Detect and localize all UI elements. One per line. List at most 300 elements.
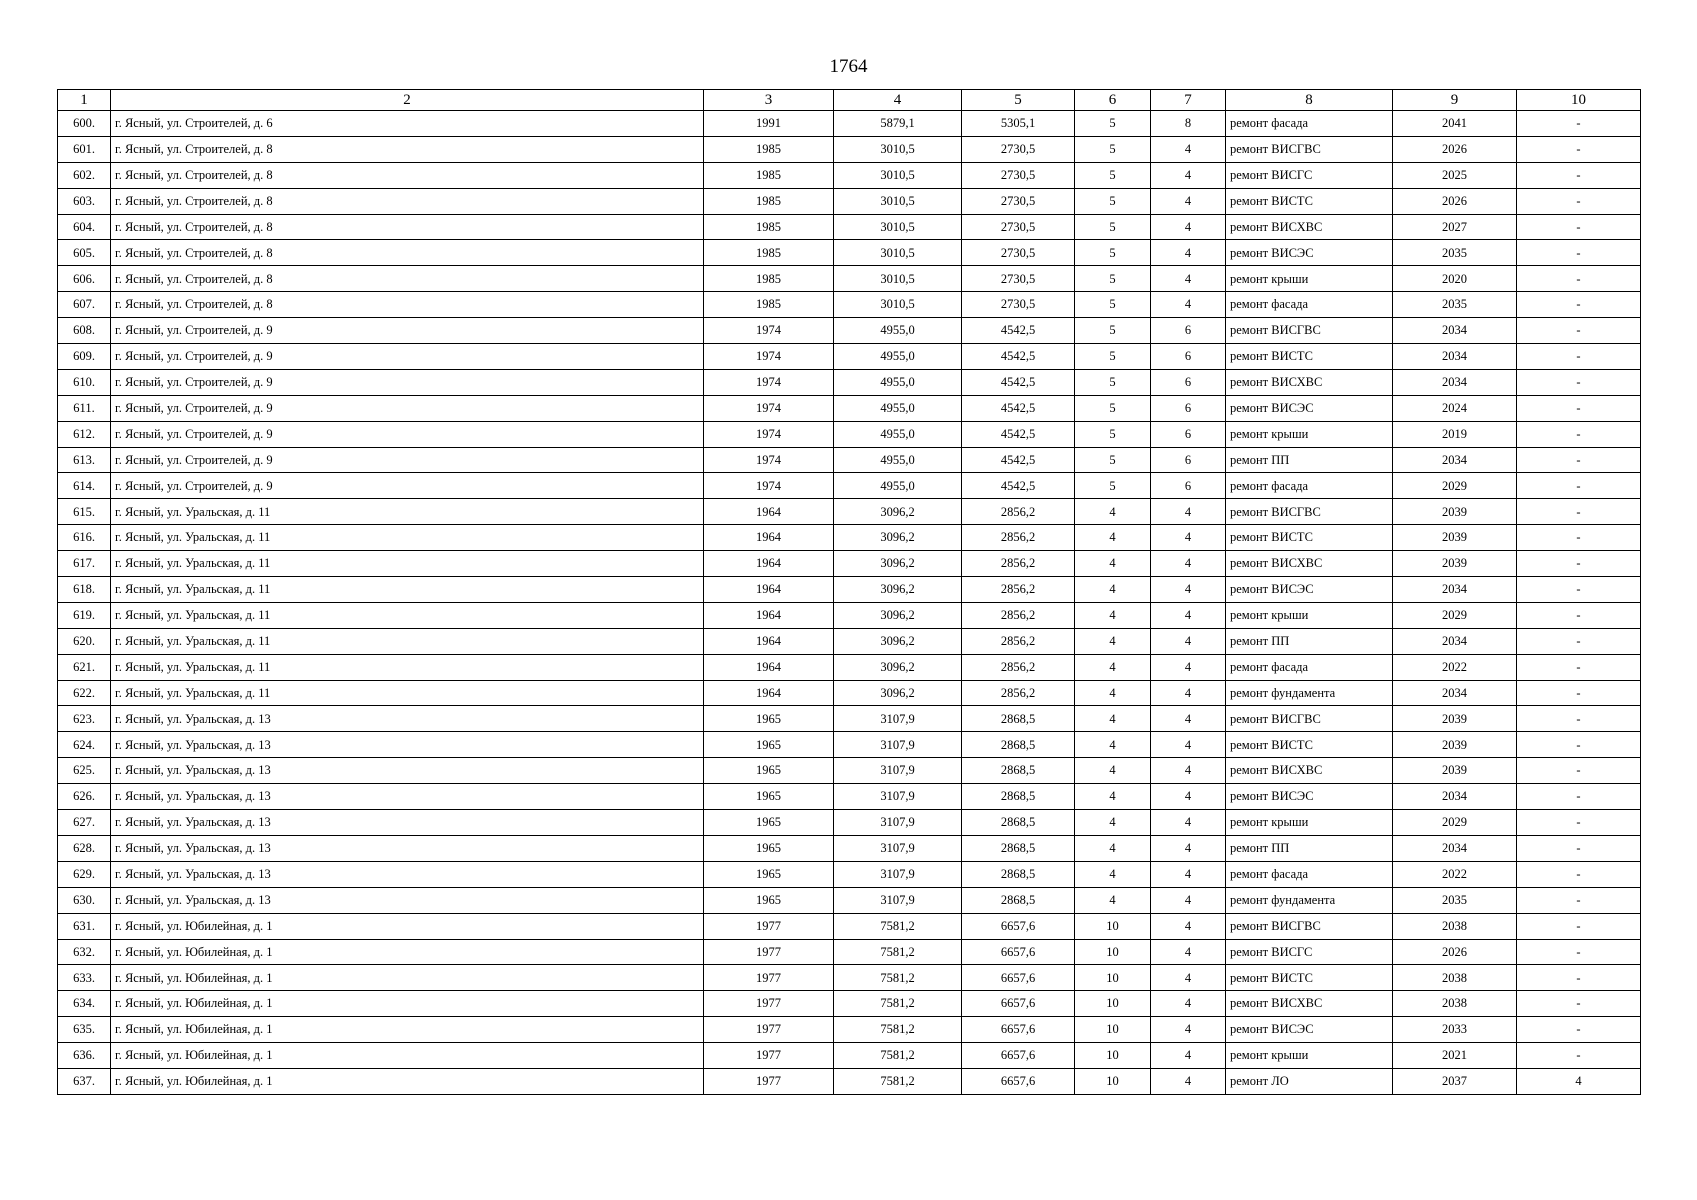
address-cell: г. Ясный, ул. Строителей, д. 9 — [111, 318, 704, 344]
entrances-cell: 6 — [1151, 344, 1226, 370]
note-cell: 4 — [1517, 1068, 1641, 1094]
planned-year-cell: 2026 — [1393, 939, 1517, 965]
table-row — [58, 292, 1641, 318]
address-cell: г. Ясный, ул. Уральская, д. 13 — [111, 706, 704, 732]
year-cell: 1977 — [704, 1068, 834, 1094]
floors-cell: 4 — [1075, 525, 1151, 551]
table-row — [58, 732, 1641, 758]
address-cell: г. Ясный, ул. Уральская, д. 13 — [111, 784, 704, 810]
address-cell: г. Ясный, ул. Юбилейная, д. 1 — [111, 991, 704, 1017]
address-cell: г. Ясный, ул. Юбилейная, д. 1 — [111, 1017, 704, 1043]
entrances-cell: 4 — [1151, 628, 1226, 654]
planned-year-cell: 2022 — [1393, 861, 1517, 887]
row-number: 635. — [58, 1017, 111, 1043]
table-row — [58, 369, 1641, 395]
row-number: 601. — [58, 136, 111, 162]
planned-year-cell: 2029 — [1393, 602, 1517, 628]
row-number: 631. — [58, 913, 111, 939]
repair-schedule-table — [57, 89, 1641, 1095]
floors-cell: 10 — [1075, 965, 1151, 991]
work-type-cell: ремонт ПП — [1226, 628, 1393, 654]
year-cell: 1965 — [704, 758, 834, 784]
floors-cell: 5 — [1075, 421, 1151, 447]
table-row — [58, 784, 1641, 810]
living-area-cell: 2730,5 — [962, 240, 1075, 266]
row-number: 617. — [58, 551, 111, 577]
planned-year-cell: 2026 — [1393, 136, 1517, 162]
total-area-cell: 3010,5 — [834, 188, 962, 214]
year-cell: 1964 — [704, 628, 834, 654]
planned-year-cell: 2035 — [1393, 240, 1517, 266]
work-type-cell: ремонт ВИСГВС — [1226, 499, 1393, 525]
entrances-cell: 6 — [1151, 369, 1226, 395]
living-area-cell: 6657,6 — [962, 1017, 1075, 1043]
year-cell: 1977 — [704, 991, 834, 1017]
year-cell: 1985 — [704, 136, 834, 162]
planned-year-cell: 2020 — [1393, 266, 1517, 292]
living-area-cell: 4542,5 — [962, 395, 1075, 421]
year-cell: 1974 — [704, 447, 834, 473]
floors-cell: 4 — [1075, 654, 1151, 680]
total-area-cell: 7581,2 — [834, 965, 962, 991]
table-row — [58, 344, 1641, 370]
row-number: 613. — [58, 447, 111, 473]
table-row — [58, 706, 1641, 732]
address-cell: г. Ясный, ул. Юбилейная, д. 1 — [111, 1068, 704, 1094]
table-row — [58, 421, 1641, 447]
total-area-cell: 7581,2 — [834, 1068, 962, 1094]
entrances-cell: 4 — [1151, 732, 1226, 758]
table-row — [58, 214, 1641, 240]
entrances-cell: 6 — [1151, 447, 1226, 473]
row-number: 609. — [58, 344, 111, 370]
column-header-4: 4 — [834, 90, 962, 111]
work-type-cell: ремонт ВИСГС — [1226, 162, 1393, 188]
address-cell: г. Ясный, ул. Строителей, д. 8 — [111, 162, 704, 188]
floors-cell: 5 — [1075, 292, 1151, 318]
table-row — [58, 861, 1641, 887]
address-cell: г. Ясный, ул. Уральская, д. 11 — [111, 602, 704, 628]
address-cell: г. Ясный, ул. Уральская, д. 13 — [111, 810, 704, 836]
table-row — [58, 913, 1641, 939]
address-cell: г. Ясный, ул. Строителей, д. 8 — [111, 292, 704, 318]
entrances-cell: 4 — [1151, 266, 1226, 292]
column-header-3: 3 — [704, 90, 834, 111]
entrances-cell: 4 — [1151, 551, 1226, 577]
work-type-cell: ремонт ВИСГВС — [1226, 706, 1393, 732]
living-area-cell: 2730,5 — [962, 188, 1075, 214]
note-cell: - — [1517, 473, 1641, 499]
floors-cell: 5 — [1075, 136, 1151, 162]
column-header-5: 5 — [962, 90, 1075, 111]
table-row — [58, 551, 1641, 577]
work-type-cell: ремонт фасада — [1226, 292, 1393, 318]
year-cell: 1985 — [704, 266, 834, 292]
note-cell: - — [1517, 188, 1641, 214]
row-number: 607. — [58, 292, 111, 318]
note-cell: - — [1517, 680, 1641, 706]
note-cell: - — [1517, 266, 1641, 292]
address-cell: г. Ясный, ул. Уральская, д. 13 — [111, 861, 704, 887]
planned-year-cell: 2021 — [1393, 1043, 1517, 1069]
living-area-cell: 2730,5 — [962, 214, 1075, 240]
note-cell: - — [1517, 240, 1641, 266]
total-area-cell: 3096,2 — [834, 654, 962, 680]
address-cell: г. Ясный, ул. Уральская, д. 11 — [111, 577, 704, 603]
entrances-cell: 4 — [1151, 188, 1226, 214]
column-header-8: 8 — [1226, 90, 1393, 111]
note-cell: - — [1517, 499, 1641, 525]
total-area-cell: 7581,2 — [834, 913, 962, 939]
row-number: 610. — [58, 369, 111, 395]
floors-cell: 4 — [1075, 732, 1151, 758]
address-cell: г. Ясный, ул. Строителей, д. 9 — [111, 473, 704, 499]
table-row — [58, 628, 1641, 654]
entrances-cell: 4 — [1151, 162, 1226, 188]
floors-cell: 10 — [1075, 913, 1151, 939]
address-cell: г. Ясный, ул. Уральская, д. 11 — [111, 680, 704, 706]
row-number: 632. — [58, 939, 111, 965]
planned-year-cell: 2034 — [1393, 447, 1517, 473]
table-row — [58, 473, 1641, 499]
row-number: 622. — [58, 680, 111, 706]
floors-cell: 4 — [1075, 810, 1151, 836]
work-type-cell: ремонт ВИСТС — [1226, 188, 1393, 214]
total-area-cell: 3096,2 — [834, 499, 962, 525]
entrances-cell: 4 — [1151, 654, 1226, 680]
work-type-cell: ремонт ПП — [1226, 835, 1393, 861]
note-cell: - — [1517, 861, 1641, 887]
planned-year-cell: 2022 — [1393, 654, 1517, 680]
work-type-cell: ремонт фасада — [1226, 654, 1393, 680]
column-header-10: 10 — [1517, 90, 1641, 111]
year-cell: 1977 — [704, 1043, 834, 1069]
planned-year-cell: 2039 — [1393, 499, 1517, 525]
living-area-cell: 4542,5 — [962, 344, 1075, 370]
row-number: 614. — [58, 473, 111, 499]
work-type-cell: ремонт ВИСХВС — [1226, 991, 1393, 1017]
living-area-cell: 2730,5 — [962, 292, 1075, 318]
floors-cell: 5 — [1075, 188, 1151, 214]
living-area-cell: 2856,2 — [962, 577, 1075, 603]
living-area-cell: 4542,5 — [962, 473, 1075, 499]
work-type-cell: ремонт ВИСГВС — [1226, 318, 1393, 344]
total-area-cell: 4955,0 — [834, 421, 962, 447]
year-cell: 1965 — [704, 835, 834, 861]
living-area-cell: 2856,2 — [962, 602, 1075, 628]
table-row — [58, 680, 1641, 706]
work-type-cell: ремонт ЛО — [1226, 1068, 1393, 1094]
note-cell: - — [1517, 111, 1641, 137]
total-area-cell: 3096,2 — [834, 577, 962, 603]
total-area-cell: 3107,9 — [834, 887, 962, 913]
note-cell: - — [1517, 551, 1641, 577]
table-row — [58, 240, 1641, 266]
year-cell: 1974 — [704, 318, 834, 344]
note-cell: - — [1517, 758, 1641, 784]
planned-year-cell: 2038 — [1393, 913, 1517, 939]
entrances-cell: 4 — [1151, 965, 1226, 991]
floors-cell: 10 — [1075, 991, 1151, 1017]
total-area-cell: 3107,9 — [834, 810, 962, 836]
row-number: 625. — [58, 758, 111, 784]
note-cell: - — [1517, 654, 1641, 680]
address-cell: г. Ясный, ул. Юбилейная, д. 1 — [111, 939, 704, 965]
planned-year-cell: 2024 — [1393, 395, 1517, 421]
total-area-cell: 3010,5 — [834, 240, 962, 266]
floors-cell: 5 — [1075, 240, 1151, 266]
living-area-cell: 2730,5 — [962, 136, 1075, 162]
table-row — [58, 499, 1641, 525]
row-number: 627. — [58, 810, 111, 836]
address-cell: г. Ясный, ул. Строителей, д. 8 — [111, 188, 704, 214]
note-cell: - — [1517, 913, 1641, 939]
total-area-cell: 3107,9 — [834, 835, 962, 861]
table-body — [58, 111, 1641, 1095]
entrances-cell: 4 — [1151, 499, 1226, 525]
year-cell: 1964 — [704, 654, 834, 680]
entrances-cell: 6 — [1151, 473, 1226, 499]
row-number: 634. — [58, 991, 111, 1017]
total-area-cell: 3010,5 — [834, 214, 962, 240]
address-cell: г. Ясный, ул. Юбилейная, д. 1 — [111, 1043, 704, 1069]
work-type-cell: ремонт крыши — [1226, 421, 1393, 447]
entrances-cell: 4 — [1151, 913, 1226, 939]
floors-cell: 4 — [1075, 680, 1151, 706]
living-area-cell: 2856,2 — [962, 499, 1075, 525]
year-cell: 1985 — [704, 188, 834, 214]
living-area-cell: 2868,5 — [962, 810, 1075, 836]
row-number: 606. — [58, 266, 111, 292]
year-cell: 1985 — [704, 240, 834, 266]
planned-year-cell: 2037 — [1393, 1068, 1517, 1094]
note-cell: - — [1517, 447, 1641, 473]
work-type-cell: ремонт фундамента — [1226, 887, 1393, 913]
floors-cell: 4 — [1075, 499, 1151, 525]
living-area-cell: 6657,6 — [962, 1068, 1075, 1094]
note-cell: - — [1517, 136, 1641, 162]
year-cell: 1977 — [704, 965, 834, 991]
floors-cell: 10 — [1075, 1068, 1151, 1094]
address-cell: г. Ясный, ул. Строителей, д. 8 — [111, 240, 704, 266]
table-row — [58, 577, 1641, 603]
work-type-cell: ремонт ВИСЭС — [1226, 395, 1393, 421]
work-type-cell: ремонт ВИСТС — [1226, 965, 1393, 991]
planned-year-cell: 2041 — [1393, 111, 1517, 137]
row-number: 605. — [58, 240, 111, 266]
floors-cell: 4 — [1075, 577, 1151, 603]
living-area-cell: 2868,5 — [962, 758, 1075, 784]
total-area-cell: 3096,2 — [834, 628, 962, 654]
year-cell: 1964 — [704, 551, 834, 577]
table-row — [58, 758, 1641, 784]
table-row — [58, 162, 1641, 188]
floors-cell: 10 — [1075, 1043, 1151, 1069]
table-row — [58, 266, 1641, 292]
total-area-cell: 5879,1 — [834, 111, 962, 137]
total-area-cell: 3096,2 — [834, 525, 962, 551]
row-number: 615. — [58, 499, 111, 525]
entrances-cell: 6 — [1151, 395, 1226, 421]
total-area-cell: 4955,0 — [834, 447, 962, 473]
total-area-cell: 3010,5 — [834, 266, 962, 292]
row-number: 612. — [58, 421, 111, 447]
floors-cell: 5 — [1075, 473, 1151, 499]
work-type-cell: ремонт ВИСЭС — [1226, 577, 1393, 603]
work-type-cell: ремонт ВИСГС — [1226, 939, 1393, 965]
floors-cell: 10 — [1075, 939, 1151, 965]
floors-cell: 4 — [1075, 861, 1151, 887]
entrances-cell: 4 — [1151, 577, 1226, 603]
address-cell: г. Ясный, ул. Юбилейная, д. 1 — [111, 913, 704, 939]
total-area-cell: 7581,2 — [834, 1043, 962, 1069]
address-cell: г. Ясный, ул. Уральская, д. 13 — [111, 732, 704, 758]
floors-cell: 5 — [1075, 162, 1151, 188]
total-area-cell: 4955,0 — [834, 318, 962, 344]
row-number: 620. — [58, 628, 111, 654]
year-cell: 1965 — [704, 706, 834, 732]
note-cell: - — [1517, 602, 1641, 628]
entrances-cell: 4 — [1151, 240, 1226, 266]
total-area-cell: 3010,5 — [834, 162, 962, 188]
planned-year-cell: 2034 — [1393, 784, 1517, 810]
entrances-cell: 4 — [1151, 602, 1226, 628]
year-cell: 1974 — [704, 369, 834, 395]
entrances-cell: 4 — [1151, 706, 1226, 732]
living-area-cell: 2856,2 — [962, 551, 1075, 577]
living-area-cell: 2868,5 — [962, 835, 1075, 861]
living-area-cell: 4542,5 — [962, 369, 1075, 395]
entrances-cell: 4 — [1151, 680, 1226, 706]
living-area-cell: 4542,5 — [962, 318, 1075, 344]
total-area-cell: 3107,9 — [834, 784, 962, 810]
address-cell: г. Ясный, ул. Уральская, д. 11 — [111, 551, 704, 577]
year-cell: 1985 — [704, 214, 834, 240]
year-cell: 1965 — [704, 810, 834, 836]
entrances-cell: 4 — [1151, 887, 1226, 913]
living-area-cell: 2856,2 — [962, 654, 1075, 680]
entrances-cell: 4 — [1151, 939, 1226, 965]
note-cell: - — [1517, 835, 1641, 861]
planned-year-cell: 2038 — [1393, 965, 1517, 991]
year-cell: 1964 — [704, 577, 834, 603]
total-area-cell: 3107,9 — [834, 732, 962, 758]
address-cell: г. Ясный, ул. Уральская, д. 13 — [111, 835, 704, 861]
floors-cell: 4 — [1075, 551, 1151, 577]
total-area-cell: 4955,0 — [834, 473, 962, 499]
floors-cell: 4 — [1075, 758, 1151, 784]
floors-cell: 5 — [1075, 395, 1151, 421]
total-area-cell: 3096,2 — [834, 551, 962, 577]
table-row — [58, 835, 1641, 861]
note-cell: - — [1517, 1043, 1641, 1069]
floors-cell: 4 — [1075, 835, 1151, 861]
table-row — [58, 318, 1641, 344]
note-cell: - — [1517, 732, 1641, 758]
entrances-cell: 6 — [1151, 421, 1226, 447]
planned-year-cell: 2035 — [1393, 887, 1517, 913]
year-cell: 1964 — [704, 525, 834, 551]
living-area-cell: 6657,6 — [962, 965, 1075, 991]
note-cell: - — [1517, 965, 1641, 991]
floors-cell: 5 — [1075, 447, 1151, 473]
floors-cell: 5 — [1075, 214, 1151, 240]
year-cell: 1964 — [704, 602, 834, 628]
living-area-cell: 2868,5 — [962, 887, 1075, 913]
note-cell: - — [1517, 525, 1641, 551]
row-number: 636. — [58, 1043, 111, 1069]
table-row — [58, 602, 1641, 628]
year-cell: 1965 — [704, 861, 834, 887]
year-cell: 1985 — [704, 292, 834, 318]
living-area-cell: 4542,5 — [962, 447, 1075, 473]
planned-year-cell: 2019 — [1393, 421, 1517, 447]
entrances-cell: 4 — [1151, 214, 1226, 240]
work-type-cell: ремонт ВИСХВС — [1226, 369, 1393, 395]
row-number: 629. — [58, 861, 111, 887]
year-cell: 1977 — [704, 913, 834, 939]
work-type-cell: ремонт ВИСГВС — [1226, 913, 1393, 939]
entrances-cell: 4 — [1151, 1043, 1226, 1069]
address-cell: г. Ясный, ул. Строителей, д. 9 — [111, 369, 704, 395]
year-cell: 1974 — [704, 421, 834, 447]
planned-year-cell: 2034 — [1393, 577, 1517, 603]
note-cell: - — [1517, 939, 1641, 965]
living-area-cell: 6657,6 — [962, 991, 1075, 1017]
total-area-cell: 4955,0 — [834, 395, 962, 421]
header-row — [58, 90, 1641, 111]
work-type-cell: ремонт ВИСТС — [1226, 732, 1393, 758]
address-cell: г. Ясный, ул. Строителей, д. 8 — [111, 214, 704, 240]
living-area-cell: 6657,6 — [962, 1043, 1075, 1069]
note-cell: - — [1517, 1017, 1641, 1043]
work-type-cell: ремонт фундамента — [1226, 680, 1393, 706]
note-cell: - — [1517, 810, 1641, 836]
note-cell: - — [1517, 162, 1641, 188]
column-header-2: 2 — [111, 90, 704, 111]
address-cell: г. Ясный, ул. Уральская, д. 11 — [111, 654, 704, 680]
table-row — [58, 810, 1641, 836]
floors-cell: 4 — [1075, 706, 1151, 732]
planned-year-cell: 2029 — [1393, 810, 1517, 836]
total-area-cell: 3096,2 — [834, 602, 962, 628]
row-number: 608. — [58, 318, 111, 344]
planned-year-cell: 2039 — [1393, 551, 1517, 577]
address-cell: г. Ясный, ул. Строителей, д. 8 — [111, 136, 704, 162]
address-cell: г. Ясный, ул. Уральская, д. 13 — [111, 887, 704, 913]
living-area-cell: 5305,1 — [962, 111, 1075, 137]
year-cell: 1991 — [704, 111, 834, 137]
row-number: 630. — [58, 887, 111, 913]
floors-cell: 4 — [1075, 887, 1151, 913]
address-cell: г. Ясный, ул. Строителей, д. 6 — [111, 111, 704, 137]
work-type-cell: ремонт ВИСТС — [1226, 525, 1393, 551]
year-cell: 1964 — [704, 499, 834, 525]
total-area-cell: 3010,5 — [834, 136, 962, 162]
column-header-9: 9 — [1393, 90, 1517, 111]
work-type-cell: ремонт фасада — [1226, 111, 1393, 137]
living-area-cell: 2868,5 — [962, 861, 1075, 887]
living-area-cell: 2868,5 — [962, 784, 1075, 810]
address-cell: г. Ясный, ул. Уральская, д. 13 — [111, 758, 704, 784]
planned-year-cell: 2034 — [1393, 344, 1517, 370]
total-area-cell: 4955,0 — [834, 369, 962, 395]
total-area-cell: 3107,9 — [834, 861, 962, 887]
note-cell: - — [1517, 784, 1641, 810]
work-type-cell: ремонт ВИСЭС — [1226, 240, 1393, 266]
entrances-cell: 4 — [1151, 810, 1226, 836]
living-area-cell: 2730,5 — [962, 162, 1075, 188]
